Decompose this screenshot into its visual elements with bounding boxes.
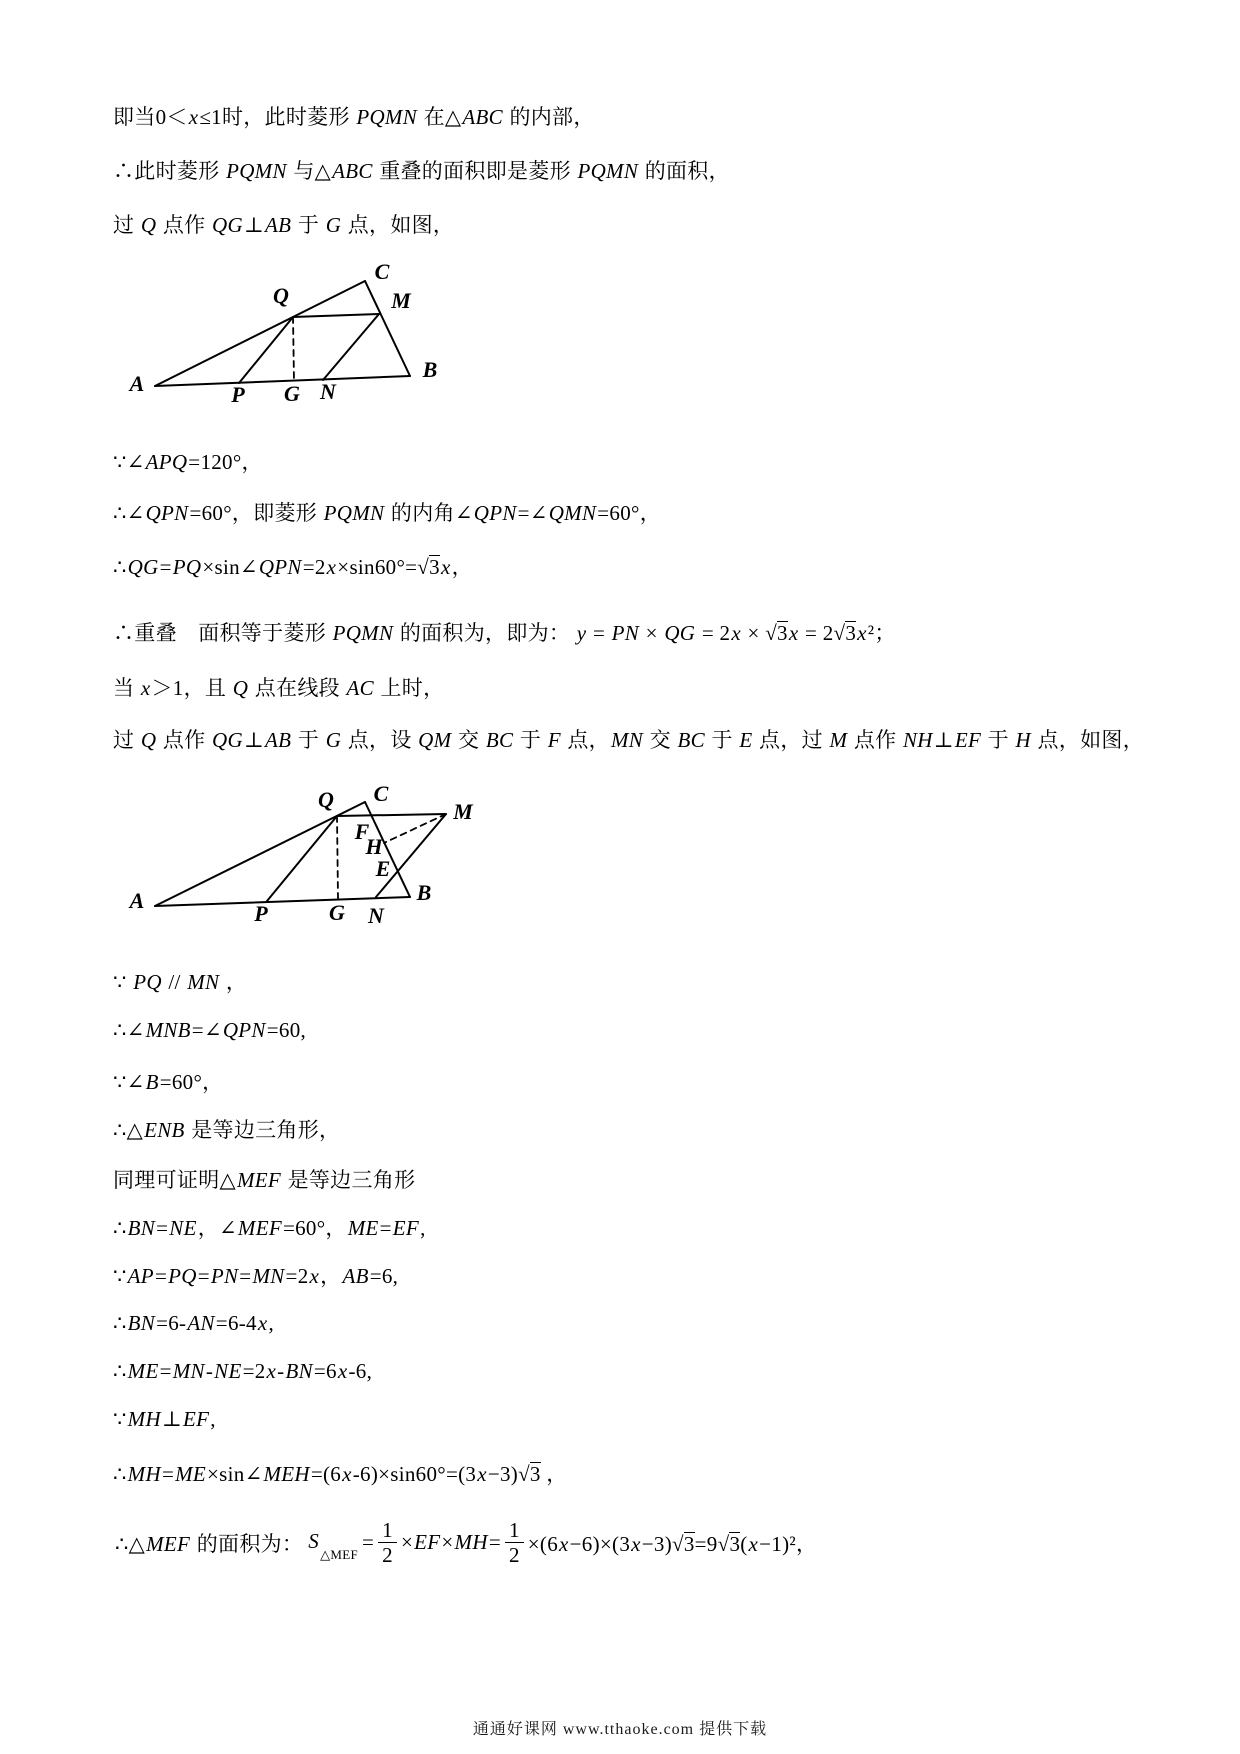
vertex-label-P: P — [254, 901, 268, 926]
vertex-label-N: N — [368, 903, 384, 928]
statement-text: ∵ PQ // MN ， — [113, 970, 248, 994]
fraction-one-half — [505, 1518, 524, 1567]
statement-line-15 — [113, 1212, 426, 1242]
statement-text: ∴QG=PQ×sin∠QPN=2x×sin60°=√3x， — [113, 555, 473, 579]
statement-line-3 — [113, 209, 454, 239]
edge-AB — [155, 376, 410, 386]
statement-text: 即当0＜x≤1时，此时菱形 PQMN 在△ABC 的内部， — [113, 105, 595, 129]
statement-line-10 — [113, 966, 247, 996]
statement-text: ∴重叠 面积等于菱形 PQMN 的面积为，即为： y = PN × QG = 2x × √3x = 2√3x²； — [113, 621, 896, 645]
vertex-label-A: A — [129, 888, 145, 913]
statement-line-19 — [113, 1407, 216, 1432]
vertex-label-M: M — [391, 288, 411, 313]
statement-line-16 — [113, 1260, 398, 1290]
vertex-label-B: B — [416, 880, 432, 905]
statement-text: 过 Q 点作 QG⊥AB 于 G 点，设 QM 交 BC 于 F 点，MN 交 BC 于 E 点，过 M 点作 NH⊥EF 于 H 点，如图， — [113, 728, 1145, 752]
statement-text: ∵MH⊥EF, — [113, 1407, 216, 1431]
statement-line-20 — [113, 1458, 568, 1488]
fraction-denominator: 2 — [508, 1543, 520, 1568]
edge-QM — [293, 314, 379, 317]
statement-text: ∴∠QPN=60°，即菱形 PQMN 的内角∠QPN=∠QMN=60°， — [113, 501, 662, 525]
diagram-rhombus-inside-triangle — [110, 250, 450, 410]
vertex-label-G: G — [329, 900, 345, 925]
statement-line-7 — [113, 617, 896, 647]
statement-line-13 — [113, 1114, 340, 1144]
statement-line-17 — [113, 1311, 274, 1336]
statement-text: ∵∠B=60°， — [113, 1070, 224, 1094]
edge-PQ — [267, 816, 337, 901]
vertex-label-C: C — [374, 259, 390, 284]
equals-sign: = — [362, 1530, 375, 1555]
statement-text: 过 Q 点作 QG⊥AB 于 G 点，如图， — [113, 213, 455, 237]
statement-text: ∴ME=MN-NE=2x-BN=6x-6, — [113, 1359, 373, 1383]
formula-prefix: ∴△MEF 的面积为： — [115, 1531, 304, 1556]
edge-MN — [323, 314, 379, 380]
vertex-label-N: N — [320, 379, 336, 404]
statement-text: 同理可证明△MEF 是等边三角形 — [113, 1168, 416, 1192]
vertex-label-G: G — [284, 381, 300, 406]
area-symbol-with-subscript — [307, 1528, 358, 1562]
statement-text: ∴MH=ME×sin∠MEH=(6x-6)×sin60°=(3x−3)√3 ， — [113, 1462, 568, 1486]
statement-line-4 — [113, 446, 263, 476]
edge-AC — [155, 281, 365, 386]
formula-tail: ×(6x−6)×(3x−3)√3=9√3(x−1)²， — [527, 1531, 818, 1556]
statement-text: ∴BN=NE，∠MEF=60°，ME=EF, — [113, 1216, 426, 1240]
fraction-one-half — [378, 1518, 397, 1567]
statement-line-5 — [113, 497, 661, 527]
statement-text: ∴BN=6-AN=6-4x, — [113, 1311, 275, 1335]
statement-line-12 — [113, 1066, 223, 1096]
vertex-label-B: B — [422, 357, 438, 382]
edge-PQ — [239, 317, 293, 383]
statement-text: ∴此时菱形 PQMN 与△ABC 重叠的面积即是菱形 PQMN 的面积， — [113, 159, 730, 183]
perpendicular-MH-dashed — [384, 814, 446, 843]
point-label-E: E — [375, 856, 391, 881]
statement-line-2 — [113, 155, 730, 185]
statement-text: ∵∠APQ=120°， — [113, 450, 263, 474]
vertex-label-C: C — [373, 781, 389, 806]
statement-text: ∴∠MNB=∠QPN=60, — [113, 1018, 307, 1042]
diagram-rhombus-overlap-triangle — [110, 776, 490, 936]
edge-AC — [155, 802, 365, 906]
statement-text: ∴△ENB 是等边三角形， — [113, 1118, 341, 1142]
statement-line-21-area-formula — [113, 1518, 819, 1567]
vertex-label-A: A — [129, 371, 145, 396]
point-label-F: F — [354, 819, 370, 844]
formula-middle: ×EF×MH= — [400, 1530, 501, 1555]
fraction-denominator: 2 — [382, 1543, 393, 1568]
statement-line-18 — [113, 1359, 372, 1384]
vertex-label-Q: Q — [318, 787, 334, 812]
vertex-label-M: M — [453, 799, 473, 824]
point-label-H: H — [365, 834, 383, 859]
vertex-label-P: P — [231, 382, 245, 407]
fraction-numerator: 1 — [505, 1518, 524, 1543]
statement-text: 当 x＞1，且 Q 点在线段 AC 上时， — [113, 676, 445, 700]
edge-QM — [337, 814, 446, 816]
area-subscript: △MEF — [320, 1546, 358, 1562]
statement-line-14 — [113, 1164, 415, 1194]
statement-line-1 — [113, 101, 595, 131]
statement-line-9 — [113, 724, 1144, 754]
fraction-numerator: 1 — [378, 1518, 397, 1543]
statement-line-8 — [113, 672, 444, 702]
statement-line-11 — [113, 1018, 306, 1043]
footer-site-credit: 通通好课网 www.tthaoke.com 提供下载 — [472, 1721, 768, 1738]
area-symbol: S — [308, 1528, 320, 1553]
vertex-label-Q: Q — [273, 283, 289, 308]
statement-text: ∵AP=PQ=PN=MN=2x，AB=6, — [113, 1264, 399, 1288]
perpendicular-QG-dashed — [337, 816, 338, 898]
statement-line-6 — [113, 551, 473, 581]
perpendicular-QG-dashed — [293, 317, 294, 381]
